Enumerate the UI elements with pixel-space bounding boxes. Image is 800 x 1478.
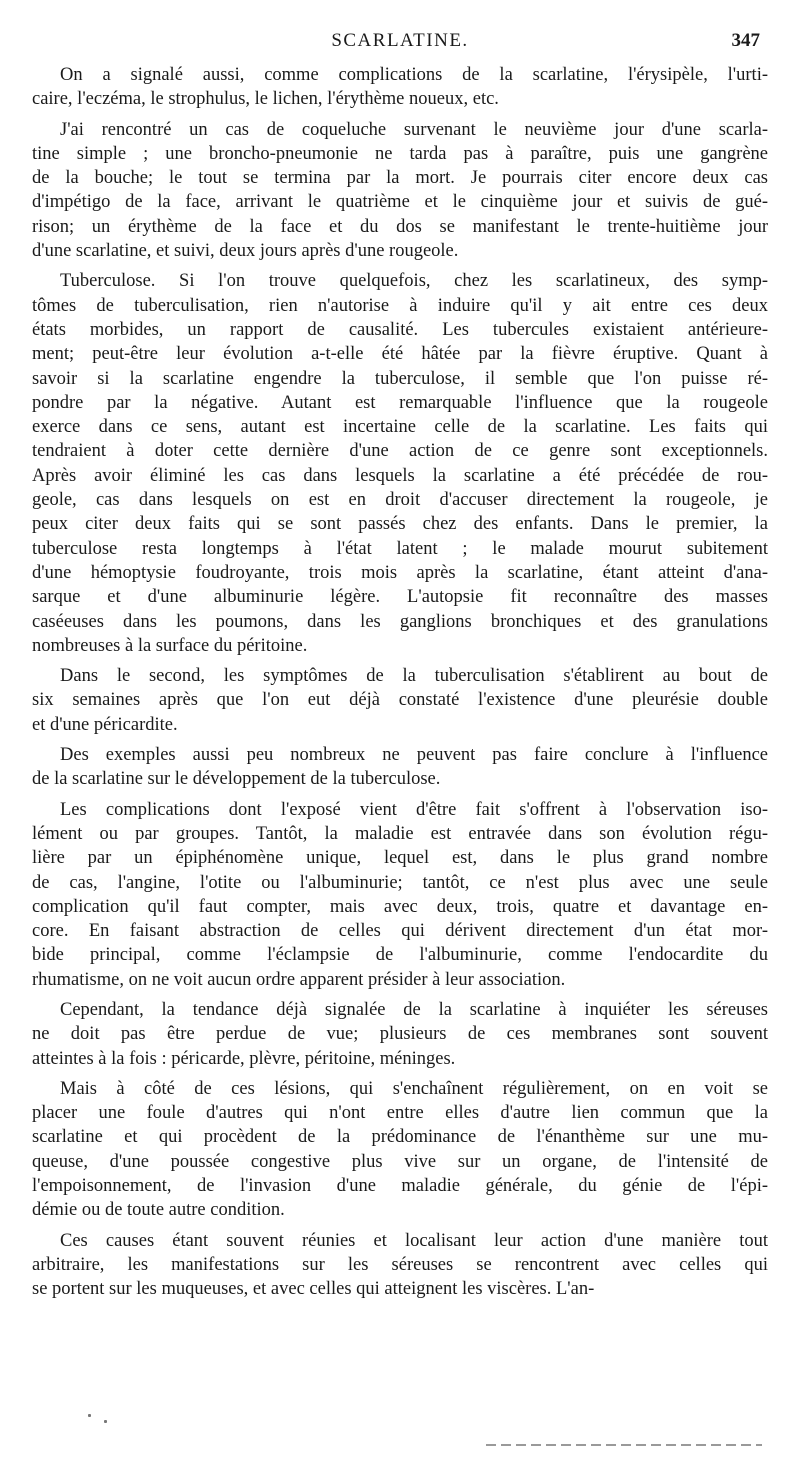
text-line: lément ou par groupes. Tantôt, la maladie est entravée dans son évolution régu- [32, 823, 768, 844]
text-line: J'ai rencontré un cas de coqueluche survenant le neuvième jour d'une scarla- [60, 119, 768, 140]
running-title: SCARLATINE. [331, 30, 469, 51]
text-line: exerce dans ce sens, autant est incertaine celle de la scarlatine. Les faits qui [32, 417, 768, 438]
paragraph [32, 1229, 768, 1302]
text-line: caire, l'eczéma, le strophulus, le lichen, l'érythème noueux, etc. [32, 89, 499, 110]
text-line: de cas, l'angine, l'otite ou l'albuminurie; tantôt, ce n'est plus avec une seule [32, 872, 768, 893]
text-line: de la bouche; le tout se termina par la mort. Je pourrais citer encore deux cas [32, 168, 768, 189]
text-line: core. En faisant abstraction de celles qui dérivent directement d'un état mor- [32, 921, 768, 942]
text-line: Des exemples aussi peu nombreux ne peuvent pas faire conclure à l'influence [60, 745, 768, 766]
text-line: Tuberculose. Si l'on trouve quelquefois, chez les scarlatineux, des symp- [60, 271, 768, 292]
text-line: placer une foule d'autres qui n'ont entre elles d'autre lien commun que la [32, 1103, 768, 1124]
text-line: Cependant, la tendance déjà signalée de la scarlatine à inquiéter les séreuses [60, 999, 768, 1020]
text-line: six semaines après que l'on eut déjà constaté l'existence d'une pleurésie double [32, 690, 768, 711]
text-line: sarque et d'une albuminurie légère. L'autopsie fit reconnaître des masses [32, 587, 768, 608]
text-line: On a signalé aussi, comme complications de la scarlatine, l'érysipèle, l'urti- [60, 65, 768, 85]
paragraph [32, 998, 768, 1071]
text-line: lière par un épiphénomène unique, lequel est, dans le plus grand nombre [32, 848, 768, 869]
text-line: caséeuses dans les poumons, dans les ganglions bronchiques et des granulations [32, 611, 768, 632]
text-line: nombreuses à la surface du péritoine. [32, 635, 308, 656]
text-line: tine simple ; une broncho-pneumonie ne tarda pas à paraître, puis une gangrène [32, 143, 768, 164]
page-number: 347 [731, 30, 760, 51]
text-line: savoir si la scarlatine engendre la tuberculose, il semble que l'on puisse ré- [32, 368, 768, 389]
text-line: Dans le second, les symptômes de la tuberculisation s'établirent au bout de [60, 666, 768, 687]
text-line: complication qu'il faut compter, mais avec deux, trois, quatre et davantage en- [32, 896, 768, 917]
paragraph [32, 269, 768, 658]
text-line: et d'une péricardite. [32, 714, 178, 735]
text-line: d'une hémoptysie foudroyante, trois mois après la scarlatine, étant atteint d'ana- [32, 562, 768, 583]
text-line: ment; peut-être leur évolution a-t-elle été hâtée par la fièvre éruptive. Quant à [32, 344, 768, 365]
text-line: Après avoir éliminé les cas dans lesquels la scarlatine a été précédée de rou- [32, 465, 768, 486]
paragraph [32, 118, 768, 264]
paragraph [32, 798, 768, 992]
text-line: arbitraire, les manifestations sur les séreuses se rencontrent avec celles qui [32, 1254, 768, 1275]
text-line: rison; un érythème de la face et du dos se manifestant le trente-huitième jour [32, 216, 768, 237]
text-line: tendraient à doter cette dernière d'une action de ce genre sont exceptionnels. [32, 441, 768, 462]
text-line: tuberculose resta longtemps à l'état latent ; le malade mourut subitement [32, 538, 768, 559]
text-line: tômes de tuberculisation, rien n'autorise à induire qu'il y ait entre ces deux [32, 295, 768, 316]
paragraph [32, 743, 768, 792]
text-line: rhumatisme, on ne voit aucun ordre apparent présider à leur association. [32, 969, 566, 990]
paragraph [32, 1077, 768, 1223]
paragraph [32, 664, 768, 737]
text-line: peux citer deux faits qui se sont passés chez des enfants. Dans le premier, la [32, 514, 768, 535]
text-line: scarlatine et qui procèdent de la prédominance de l'énanthème sur une mu- [32, 1127, 768, 1148]
running-header [0, 30, 800, 58]
text-line: bide principal, comme l'éclampsie de l'albuminurie, comme l'endocardite du [32, 945, 768, 966]
paragraph [32, 63, 768, 112]
text-line: atteintes à la fois : péricarde, plèvre, péritoine, méninges. [32, 1048, 456, 1069]
text-line: d'une scarlatine, et suivi, deux jours après d'une rougeole. [32, 241, 459, 262]
text-line: d'impétigo de la face, arrivant le quatrième et le cinquième jour et suivis de gué- [32, 192, 768, 213]
text-line: Ces causes étant souvent réunies et localisant leur action d'une manière tout [60, 1230, 768, 1251]
text-line: pondre par la négative. Autant est remarquable l'influence que la rougeole [32, 392, 768, 413]
text-line: de la scarlatine sur le développement de la tuberculose. [32, 769, 441, 790]
text-line: ne doit pas être perdue de vue; plusieurs de ces membranes sont souvent [32, 1024, 768, 1045]
text-line: se portent sur les muqueuses, et avec celles qui atteignent les viscères. L'an- [32, 1279, 595, 1300]
text-line: démie ou de toute autre condition. [32, 1200, 285, 1221]
text-line: geole, cas dans lesquels on est en droit d'accuser directement la rougeole, je [32, 490, 768, 511]
body-text [32, 63, 768, 1308]
text-line: Mais à côté de ces lésions, qui s'enchaînent régulièrement, on en voit se [60, 1078, 768, 1099]
text-line: queuse, d'une poussée congestive plus vive sur un organe, de l'intensité de [32, 1151, 768, 1172]
scan-artifacts [0, 1400, 800, 1460]
text-line: l'empoisonnement, de l'invasion d'une maladie générale, du génie de l'épi- [32, 1176, 768, 1197]
text-line: états morbides, un rapport de causalité. Les tubercules existaient antérieure- [32, 319, 768, 340]
text-line: Les complications dont l'exposé vient d'être fait s'offrent à l'observation iso- [60, 799, 768, 820]
